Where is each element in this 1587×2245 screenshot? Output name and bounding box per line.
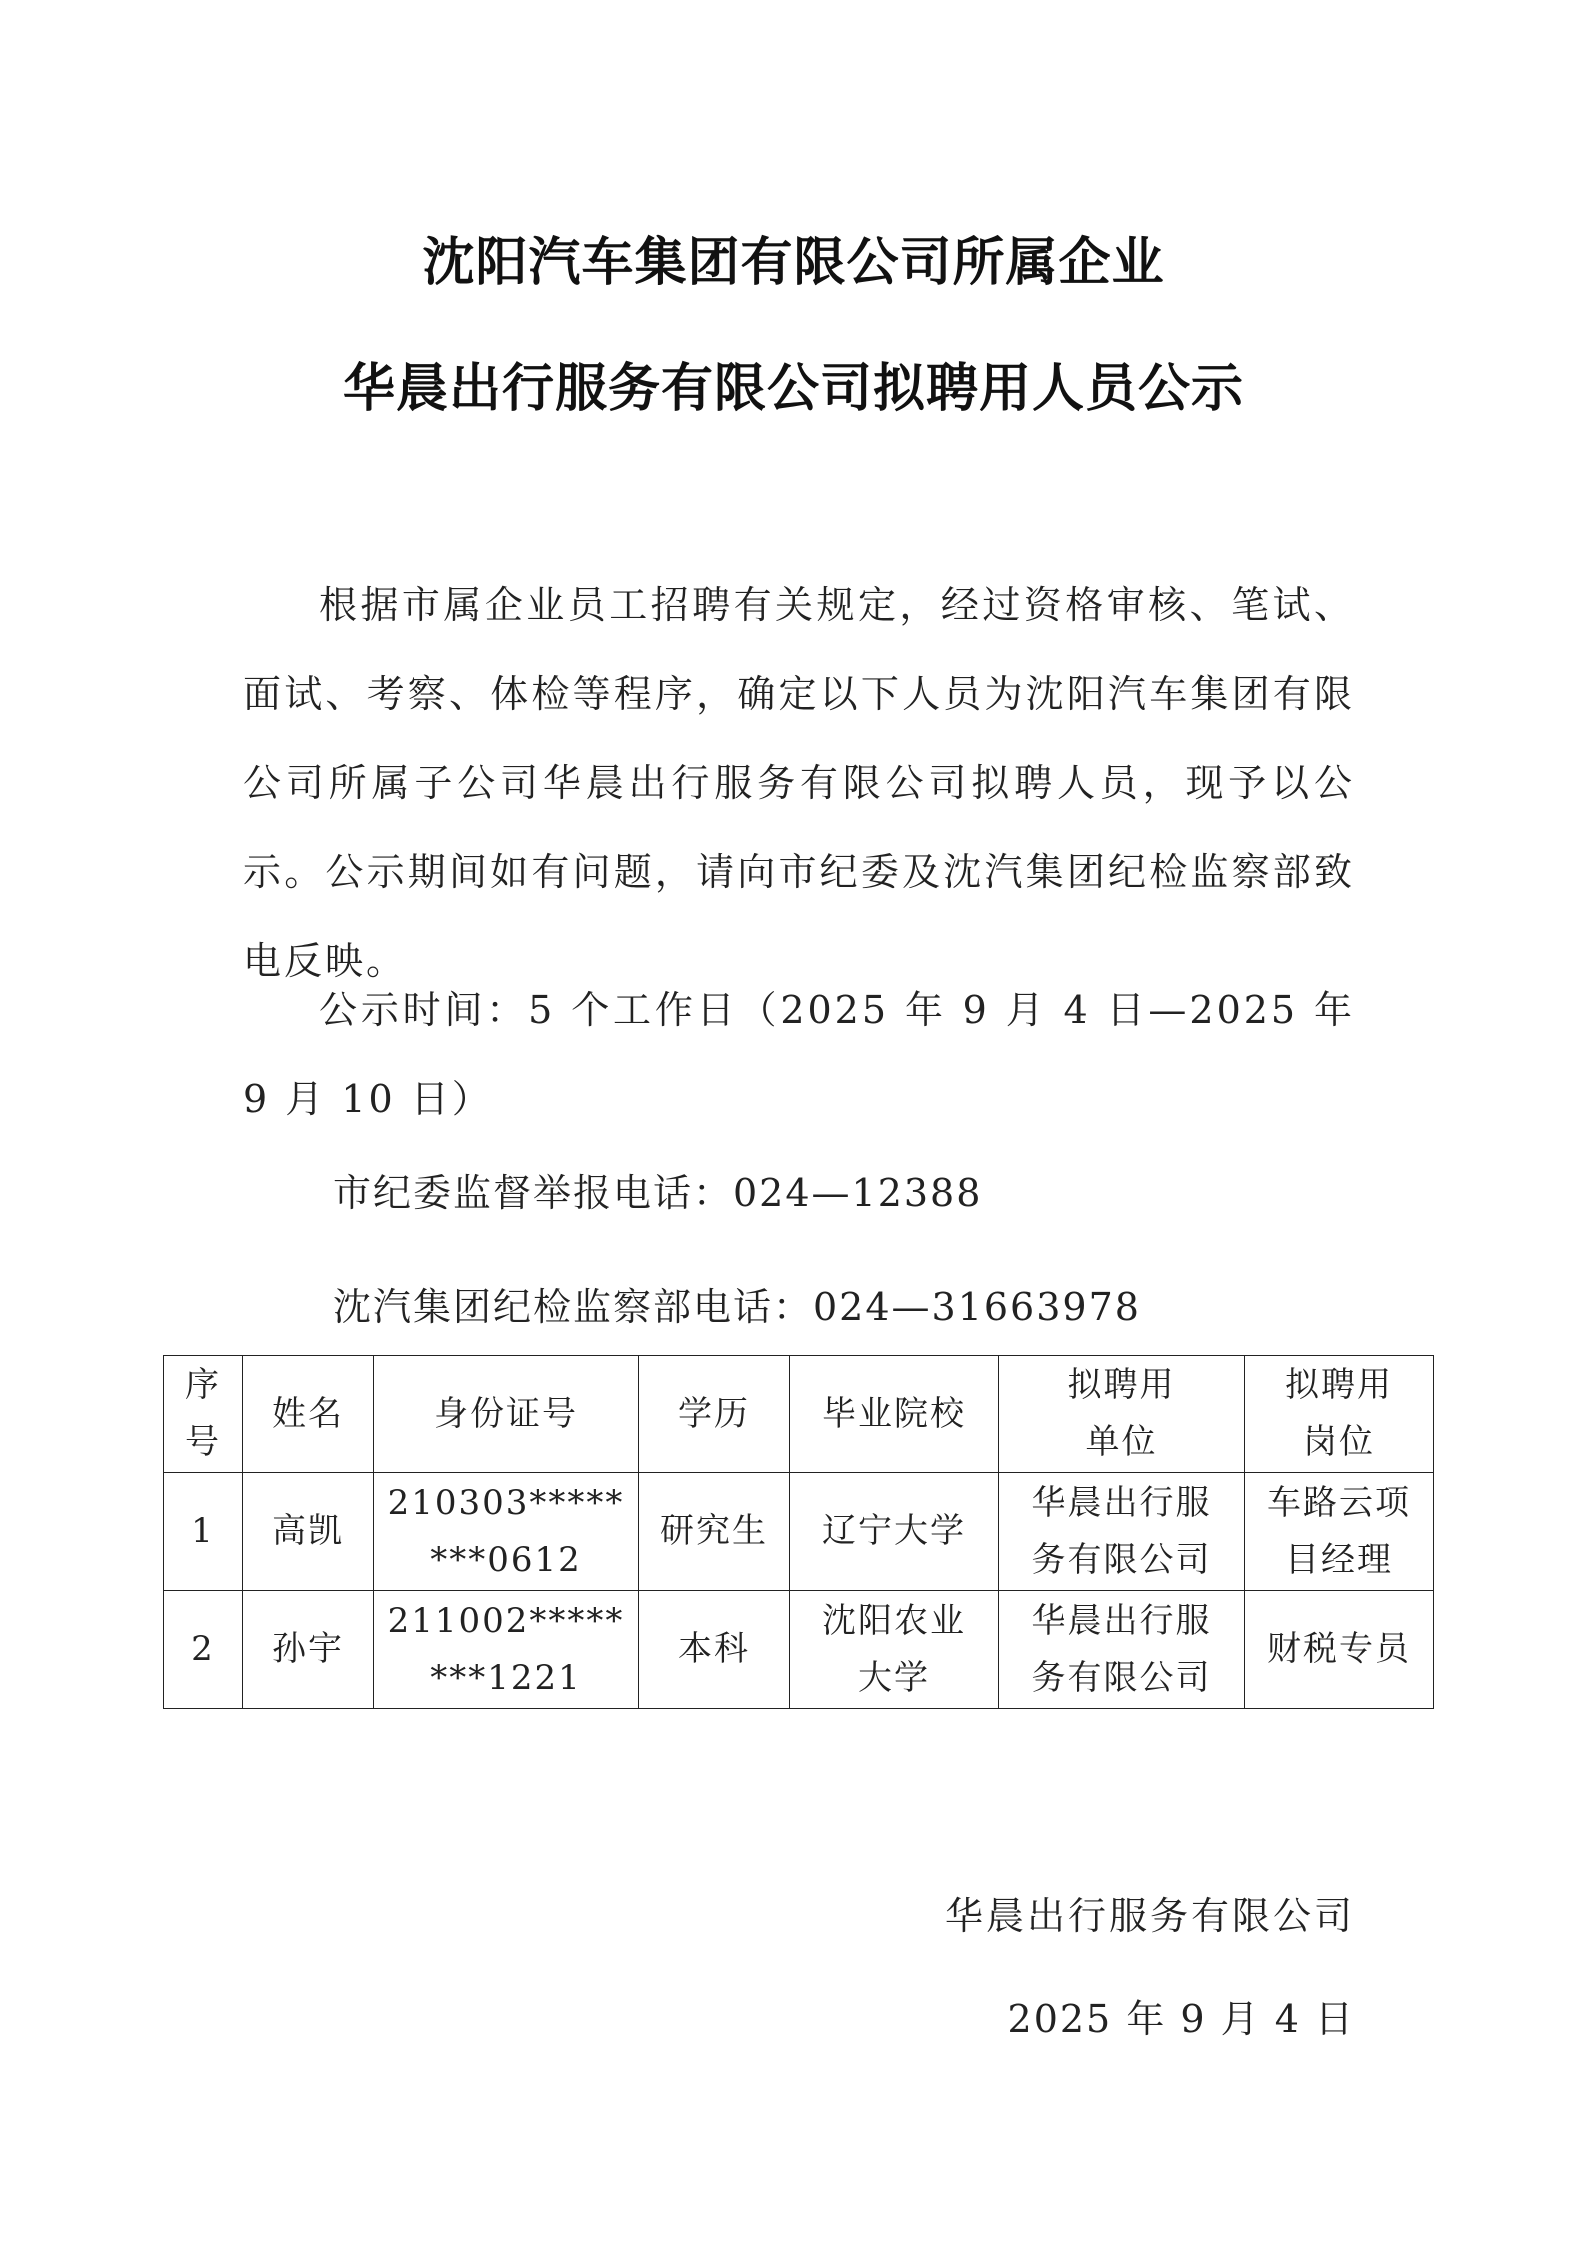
table-cell: 财税专员	[1245, 1591, 1434, 1709]
table-cell: 车路云项目经理	[1245, 1473, 1434, 1591]
header-cell: 身份证号	[374, 1356, 639, 1473]
table-row	[164, 1473, 1434, 1591]
header-cell: 学历	[639, 1356, 790, 1473]
table-row	[164, 1591, 1434, 1709]
header-cell: 姓名	[243, 1356, 374, 1473]
table-cell: 2	[164, 1591, 243, 1709]
group-supervision-phone: 沈汽集团纪检监察部电话：024—31663978	[333, 1285, 1141, 1329]
title-line-2: 华晨出行服务有限公司拟聘用人员公示	[342, 359, 1244, 419]
signature-company: 华晨出行服务有限公司	[944, 1894, 1355, 1938]
table-cell: 沈阳农业大学	[790, 1591, 999, 1709]
signature-date: 2025 年 9 月 4 日	[1007, 1997, 1355, 2041]
candidate-table	[163, 1355, 1434, 1709]
table-cell: 华晨出行服务有限公司	[999, 1473, 1245, 1591]
header-cell: 序号	[164, 1356, 243, 1473]
table-cell: 孙宇	[243, 1591, 374, 1709]
table-cell: 1	[164, 1473, 243, 1591]
title-line-1: 沈阳汽车集团有限公司所属企业	[422, 233, 1165, 293]
table-cell: 211002********1221	[374, 1591, 639, 1709]
table-cell: 华晨出行服务有限公司	[999, 1591, 1245, 1709]
discipline-commission-phone: 市纪委监督举报电话：024—12388	[333, 1171, 983, 1215]
table-cell: 研究生	[639, 1473, 790, 1591]
table-cell: 高凯	[243, 1473, 374, 1591]
header-cell: 毕业院校	[790, 1356, 999, 1473]
table-cell: 210303********0612	[374, 1473, 639, 1591]
header-cell: 拟聘用单位	[999, 1356, 1245, 1473]
table-cell: 本科	[639, 1591, 790, 1709]
announcement-paragraph: 根据市属企业员工招聘有关规定，经过资格审核、笔试、面试、考察、体检等程序，确定以下人员为沈阳汽车集团有限公司所属子公司华晨出行服务有限公司拟聘人员，现予以公示。公示期间如有问题，请向市纪委及沈汽集团纪检监察部致电反映。	[243, 583, 1355, 983]
table-header-row	[164, 1356, 1434, 1473]
header-cell: 拟聘用岗位	[1245, 1356, 1434, 1473]
announcement-period: 公示时间：5 个工作日（2025 年 9 月 4 日—2025 年 9 月 10 日）	[243, 988, 1355, 1121]
table-cell: 辽宁大学	[790, 1473, 999, 1591]
